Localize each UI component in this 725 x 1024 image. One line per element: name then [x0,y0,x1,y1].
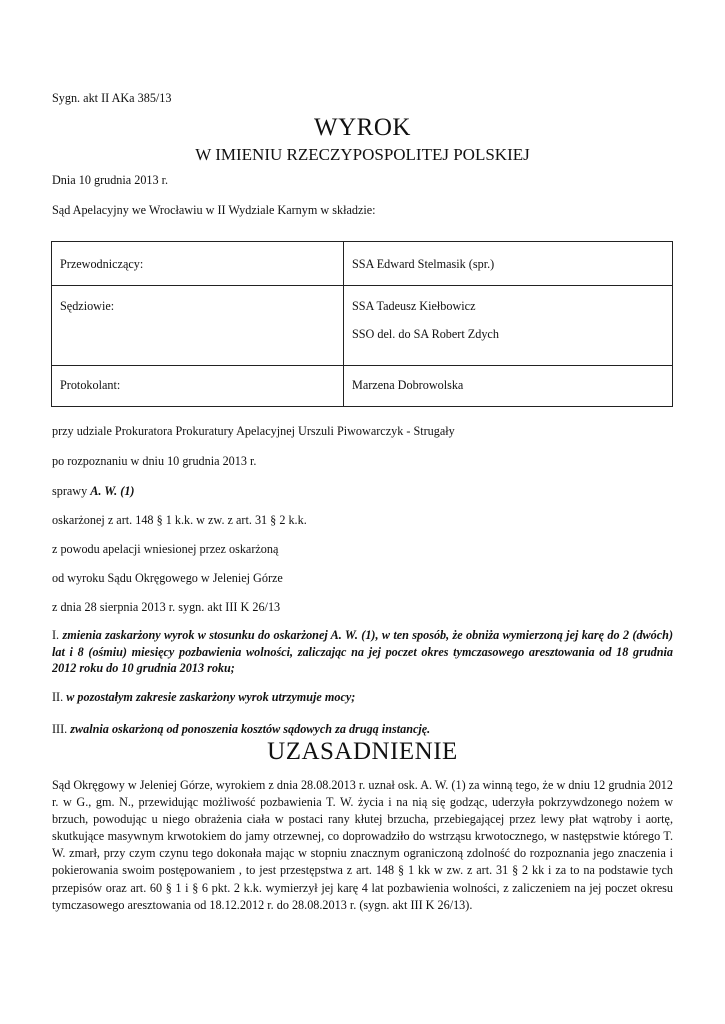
panel-role-judges: Sędziowie: [52,286,344,366]
verdict-text-3: zwalnia oskarżoną od ponoszenia kosztów sądowych za drugą instancję. [70,722,431,736]
document-title: WYROK [314,114,411,141]
case-reference: Sygn. akt II AKa 385/13 [52,91,172,105]
court-panel-table [51,241,673,407]
verdict-item-3 [52,721,673,738]
judgment-date-line: z dnia 28 sierpnia 2013 r. sygn. akt III K 26/13 [52,600,281,614]
verdict-number-3: III. [52,722,71,736]
judgment-from-line: od wyroku Sądu Okręgowego w Jeleniej Górze [52,571,283,585]
case-line [52,484,135,499]
court-composition-intro: Sąd Apelacyjny we Wrocławiu w II Wydziale Karnym w składzie: [52,203,376,217]
case-prefix: sprawy [52,484,91,498]
panel-name-clerk: Marzena Dobrowolska [344,366,673,407]
justification-heading: UZASADNIENIE [267,738,458,765]
panel-row-clerk [52,366,673,407]
panel-names-judges [344,286,673,366]
panel-role-presiding: Przewodniczący: [52,242,344,286]
verdict-text-1: zmienia zaskarżony wyrok w stosunku do oskarżonej A. W. (1), w ten sposób, że obniża wymierzoną jej karę do 2 (dwóch) lat i 8 (ośmiu) miesięcy pozbawienia wolności, zaliczając na jej poczet okres tymczasowego aresztowania od 18 grudnia 2012 roku do 10 grudnia 2013 roku; [52,628,674,675]
verdict-number-1: I. [52,628,63,642]
examined-line: po rozpoznaniu w dniu 10 grudnia 2013 r. [52,454,257,468]
appeal-line: z powodu apelacji wniesionej przez oskarżoną [52,542,279,556]
prosecutor-line: przy udziale Prokuratora Prokuratury Apelacyjnej Urszuli Piwowarczyk - Strugały [52,424,455,438]
panel-role-clerk: Protokolant: [52,366,344,407]
panel-name-presiding: SSA Edward Stelmasik (spr.) [344,242,673,286]
verdict-item-2 [52,689,673,706]
justification-text: Sąd Okręgowy w Jeleniej Górze, wyrokiem z dnia 28.08.2013 r. uznał osk. A. W. (1) za winną tego, że w dniu 12 grudnia 2012 r. w G., gm. N., przewidując możliwość pozbawienia T. W. życia i na nią się godząc, uderzyła pokrzywdzonego nożem w brzuch, powodując u niego obrażenia ciała w postaci rany kłutej brzucha, przebiegającej przez lewy płat wątroby i aortę, skutkujące masywnym krwotokiem do jamy otrzewnej, co doprowadziło do wstrząsu krwotocznego, w następstwie którego T. W. zmarł, przy czym czynu tego dokonała mając w stopniu znacznym ograniczoną zdolność do rozpoznania jego znaczenia i pokierowania swoim postępowaniem , to jest przestępstwa z art. 148 § 1 kk w zw. z art. 31 § 2 kk i za to na podstawie tych przepisów oraz art. 60 § 1 i § 6 pkt. 2 k.k. wymierzył jej karę 4 lat pozbawienia wolności, z zaliczeniem na jej poczet okresu tymczasowego aresztowania od 18.12.2012 r. do 28.08.2013 r. (sygn. akt III K 26/13). [52,778,673,912]
judgment-date: Dnia 10 grudnia 2013 r. [52,173,169,187]
verdict-number-2: II. [52,690,67,704]
panel-judge-2: SSO del. do SA Robert Zdych [352,327,499,341]
case-name: A. W. (1) [90,484,135,498]
panel-judge-1: SSA Tadeusz Kiełbowicz [352,299,476,313]
document-subtitle: W IMIENIU RZECZYPOSPOLITEJ POLSKIEJ [195,145,530,164]
panel-row-judges [52,286,673,366]
charge-line: oskarżonej z art. 148 § 1 k.k. w zw. z art. 31 § 2 k.k. [52,513,307,527]
verdict-item-1 [52,627,673,677]
verdict-text-2: w pozostałym zakresie zaskarżony wyrok utrzymuje mocy; [66,690,356,704]
panel-row-presiding [52,242,673,286]
